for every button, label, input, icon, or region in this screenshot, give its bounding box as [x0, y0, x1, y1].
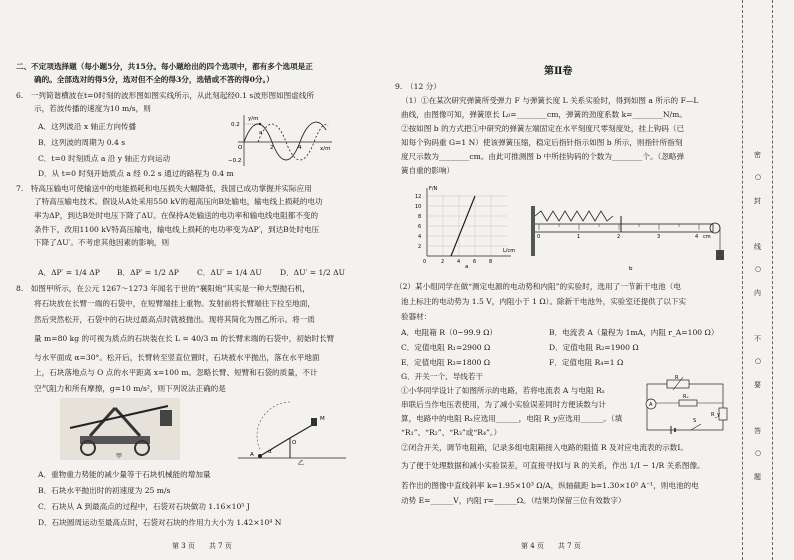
- right-footer: 第 4 页 共 7 页: [521, 542, 581, 550]
- section2-line-2: 确的。全部选对的得5分，选对但不全的得3分，选错或不答的得0分。）: [34, 75, 274, 84]
- wave-origin: O: [238, 145, 243, 151]
- q9-line-6: 簧自重的影响）: [401, 166, 455, 175]
- q10-after-7: 为了便于处理数据和减小实验误差，可直接寻找I与 R 的关系，作出 1/I − 1/R 关系图像。: [401, 461, 705, 470]
- q9-line-4: 知每个钩码重 G=1 N）使该弹簧压缩，稳定后指针指示如图 b 所示，则指针所指刻: [401, 138, 683, 147]
- q7-option-a: A．ΔP′ = 1/4 ΔP: [38, 268, 100, 277]
- trebuchet-caption: 甲: [116, 453, 123, 460]
- q6-option-c: C．t=0 时刻质点 a 沿 y 轴正方向运动: [38, 154, 171, 163]
- trebuchet-figure: [60, 398, 180, 460]
- q7-option-c: C．ΔU′ = 1/4 ΔU: [197, 268, 262, 277]
- wave-point-a: a: [259, 130, 263, 136]
- q6-stem-2: 示，若波传播的速度为10 m/s，则: [34, 104, 151, 113]
- strip-char-6: 要: [754, 381, 761, 389]
- q7-option-b: B．ΔP′ = 1/2 ΔP: [117, 268, 179, 277]
- strip-char-5: 不: [754, 335, 761, 343]
- q8-option-c: C．石块从 A 到最高点的过程中，石袋对石块做功 1.16×10⁵ J: [38, 502, 250, 511]
- ruler-1: 1: [577, 234, 581, 240]
- binding-strip: [738, 0, 794, 560]
- graph-x-4: 4: [457, 259, 461, 265]
- strip-mark-2: ○: [755, 265, 762, 273]
- q8-stem-1: 8. 如图甲所示，在公元 1267～1273 年闻名于世的“襄阳炮”其实是一种大型抛石机，: [16, 284, 310, 293]
- q10-line-3: 验器材：: [401, 312, 432, 321]
- strip-char-3: 线: [754, 243, 761, 251]
- q6-stem-1: 6. 一列简谐横波在t=0时刻的波形图如图实线所示，从此刻起经0.1 s波形图如图虚线所: [16, 91, 315, 100]
- q10-after-2: ①小华同学设计了如图所示的电路，若将电流表 A 与电阻 Rₓ: [401, 386, 605, 395]
- graph-x-0: 0: [423, 259, 427, 265]
- q9-line-3: ②按如图 b 的方式把①中研究的弹簧左端固定在水平刻度尺零刻度处，挂上钩码（已: [401, 124, 685, 133]
- q7-stem-1: 7. 特高压输电可使输送中的电能损耗和电压损失大幅降低，我国已成功掌握并实际应用: [16, 184, 312, 193]
- svg-text:M: M: [320, 416, 325, 422]
- q8-option-a: A．重物重力势能的减少量等于石块机械能的增加量: [38, 470, 211, 479]
- graph-caption: a: [465, 264, 469, 268]
- q6-option-a: A．这列波沿 x 轴正方向传播: [38, 122, 137, 131]
- q10-after-6: ②闭合开关，调节电阻箱，记录多组电阻箱接入电路的阻值 R 及对应电流表的示数I。: [401, 443, 688, 452]
- wave-tick-4: 4: [298, 145, 302, 151]
- graph-y-10: 10: [415, 204, 422, 210]
- q7-stem-2: 了特高压输电技术。假设从A处采用550 kV的超高压向B处输电，输电线上损耗的电功: [34, 197, 323, 206]
- spring-graph: [407, 184, 519, 268]
- q9-line-5: 度尺示数为________cm。由此可推测图 b 中所挂钩码的个数为________个。（忽略弹: [401, 152, 685, 161]
- q10-after-4: 算，电路中的电阻 Rₓ应选用______，电阻 R_y应选用______。（填: [401, 414, 623, 423]
- section-title: 第Ⅱ卷: [544, 66, 573, 77]
- graph-y-8: 8: [418, 214, 422, 220]
- q8-stem-4: 量 m=80 kg 的可视为质点的石块装在长 L = 40/3 m 的长臂末端的石袋中，初始时长臂: [34, 334, 335, 343]
- wave-tick-2: 2: [270, 145, 274, 151]
- circuit-r: R: [675, 375, 679, 381]
- strip-char-1: 密: [754, 151, 761, 159]
- q10-item-f: F．定值电阻 R₄=1 Ω: [549, 358, 624, 367]
- strip-char-4: 内: [754, 289, 761, 297]
- q8-stem-6: 上，石块落地点与 O 点的水平距离 x=100 m。忽略长臂、短臂和石袋的质量，不计: [34, 368, 318, 377]
- q9-head: 9. （12 分）: [395, 82, 441, 91]
- graph-y-6: 6: [418, 224, 422, 230]
- q9-line-2: 曲线，由图像可知，弹簧原长 L₀=________cm，弹簧的劲度系数 k=________N/m。: [401, 110, 687, 119]
- q9-line-1: （1）①在某次研究弹簧所受弹力 F 与弹簧长度 L 关系实验时，得到如图 a 所示的 F—L: [401, 96, 699, 105]
- q10-item-a: A．电阻箱 R（0~99.9 Ω）: [401, 328, 497, 337]
- q10-line-1: （2）某小组同学在做“测定电源的电动势和内阻”的实验时，选用了一节新干电池（电: [395, 282, 681, 291]
- circuit-a: A: [649, 402, 653, 408]
- wave-y-top: 0.2: [231, 122, 240, 128]
- q8-option-d: D．石块圆周运动至最高点时，石袋对石块的作用力大小为 1.42×10⁴ N: [38, 518, 282, 527]
- q8-stem-2: 将石块放在长臂一端的石袋中，在短臂端挂上重物。发射前将长臂端往下拉至地面，: [34, 299, 315, 308]
- left-footer: 第 3 页 共 7 页: [172, 542, 232, 550]
- spring-ruler-figure: [529, 192, 725, 272]
- q10-after-1: G．开关一个、导线若干: [401, 372, 484, 381]
- q10-after-5: “R₁”、“R₂”、“R₃”或“R₄”。）: [401, 428, 502, 437]
- circuit-rx: Rₓ: [683, 394, 689, 400]
- q8-stem-7: 空气阻力和所有摩擦，g=10 m/s²，则下列说法正确的是: [34, 384, 226, 393]
- wave-y-label: y/m: [248, 116, 259, 122]
- q10-item-c: C．定值电阻 R₁=2900 Ω: [401, 343, 491, 352]
- svg-text:O: O: [292, 440, 297, 446]
- q10-item-e: E．定值电阻 R₃=1800 Ω: [401, 358, 491, 367]
- strip-char-8: 题: [754, 473, 761, 481]
- q10-line-2: 池上标注的电动势为 1.5 V，内阻小于 1 Ω）。除新干电池外，实验室还提供了以下实: [401, 297, 687, 306]
- strip-mark-1: ○: [755, 173, 762, 181]
- q10-item-d: D．定值电阻 R₂=1900 Ω: [549, 343, 639, 352]
- wave-x-label: x/m: [320, 146, 331, 152]
- trebuchet-diagram: [238, 398, 348, 466]
- strip-char-7: 答: [754, 427, 761, 435]
- left-page: [0, 0, 390, 560]
- section2-line-1: 二、不定项选择题（每小题5分，共15分。每小题给出的四个选项中，都有多个选项是正: [16, 62, 313, 71]
- q7-option-d: D．ΔU′ = 1/2 ΔU: [280, 268, 345, 277]
- graph-x-8: 8: [489, 259, 493, 265]
- graph-x-label: L/cm: [503, 248, 516, 254]
- graph-y-12: 12: [415, 194, 422, 200]
- q7-stem-5: 下降了ΔU′。不考虑其他因素的影响，则: [34, 238, 170, 247]
- svg-text:α: α: [268, 449, 272, 455]
- q6-option-b: B．这列波的周期为 0.4 s: [38, 138, 126, 147]
- strip-mark-3: ○: [755, 357, 762, 365]
- strip-char-2: 封: [754, 197, 761, 205]
- graph-y-label: F/N: [429, 186, 438, 192]
- ruler-2: 2: [617, 234, 621, 240]
- ruler-3: 3: [657, 234, 661, 240]
- wave-y-bottom: −0.2: [228, 158, 242, 164]
- graph-y-2: 2: [418, 244, 422, 250]
- graph-x-6: 6: [473, 259, 477, 265]
- binding-line-1: [742, 0, 743, 560]
- ruler-0: 0: [537, 234, 541, 240]
- right-page: [393, 0, 735, 560]
- q6-option-d: D．从 t=0 时刻开始质点 a 经 0.2 s 通过的路程为 0.4 m: [38, 169, 234, 178]
- q10-item-b: B．电流表 A（量程为 1mA，内阻 r_A=100 Ω）: [549, 328, 719, 337]
- ruler-unit: cm: [703, 234, 711, 240]
- wave-figure: [228, 112, 336, 168]
- circuit-ry: R_y: [711, 412, 720, 418]
- circuit-diagram: [637, 374, 729, 438]
- graph-y-4: 4: [418, 234, 422, 240]
- strip-mark-4: ○: [755, 449, 762, 457]
- ruler-4: 4: [695, 234, 699, 240]
- q10-after-9: 动势 E=______V，内阻 r=______Ω。（结果均保留三位有效数字）: [401, 496, 626, 505]
- q7-stem-4: 条件下，改用1100 kV特高压输电，输电线上损耗的电功率变为ΔP′，到达B处时电压: [34, 225, 320, 234]
- q10-after-3: 串联后当作电压表使用，为了减小实验误差同时方便读数与计: [401, 400, 607, 409]
- q10-after-8: 若作出的图像中直线斜率 k=1.95×10³ Ω/A，纵轴截距 b=1.30×10⁵ A⁻¹，则电池的电: [401, 481, 699, 490]
- q7-stem-3: 率为ΔP，到达B处时电压下降了ΔU。在保持A处输送的电功率和输电线电阻都不变的: [34, 211, 319, 220]
- q8-option-b: B．石块水平抛出时的初速度为 25 m/s: [38, 486, 171, 495]
- binding-line-2: [772, 0, 773, 560]
- q8-stem-5: 与水平面成 α=30°。松开后，长臂转至竖直位置时，石块被水平抛出，落在水平地面: [34, 353, 320, 362]
- svg-text:A: A: [250, 452, 254, 458]
- diagram-caption: 乙: [298, 460, 305, 466]
- graph-x-2: 2: [441, 259, 445, 265]
- ruler-caption: b: [629, 266, 633, 272]
- circuit-s: S: [693, 418, 697, 424]
- q8-stem-3: 然后突然松开，石袋中的石块过最高点时就被抛出。现将其简化为图乙所示。将一质: [34, 315, 315, 324]
